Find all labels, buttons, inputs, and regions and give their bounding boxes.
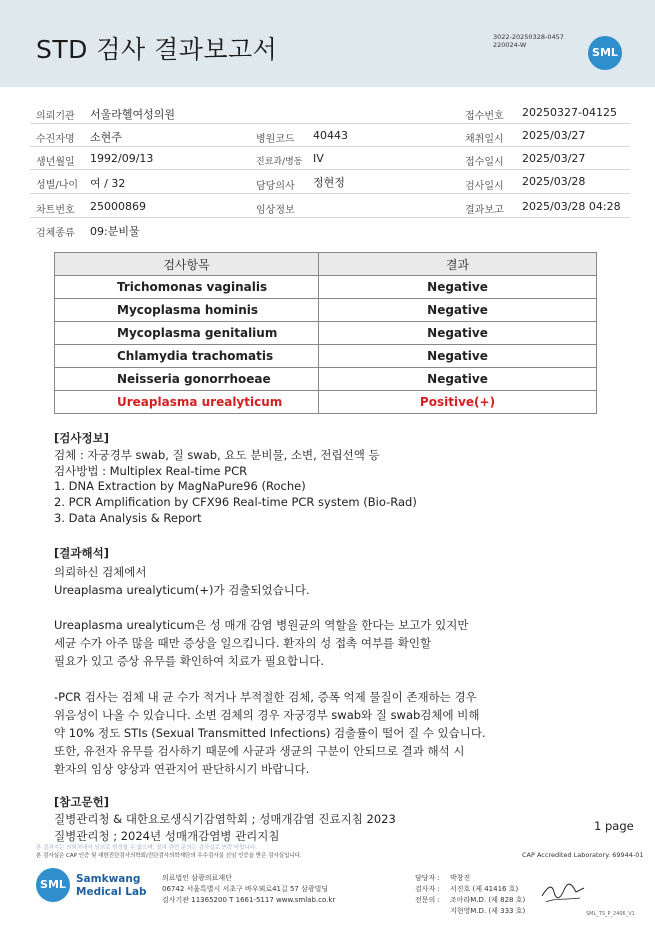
interpretation-line: 환자의 임상 양상과 연관지어 판단하시기 바랍니다. (54, 762, 310, 776)
footer-contact: 검사기관 11365200 T 1661-5117 www.smlab.co.kr (162, 896, 336, 904)
interpretation-line: 의뢰하신 검체에서 (54, 565, 147, 579)
ward-code-label: 병원코드 (256, 134, 295, 145)
staff1-label: 담당자 : (415, 874, 440, 882)
test-item: Neisseria gonorrhoeae (55, 368, 319, 391)
lab-name-line2: Medical Lab (76, 886, 147, 898)
institution-label: 의뢰기관 (36, 111, 75, 122)
staff4-value: 지현영M.D. (제 333 호) (450, 907, 526, 915)
footer-sml-logo: SML (36, 868, 70, 902)
patient-value: 소현주 (90, 131, 122, 144)
footnote-accreditation: 본 검사실은 CAP 인증 및 대한진단검사의학회/진단검사의학재단의 우수검사실 신임 인증을 받은 검사실입니다. (36, 853, 302, 859)
test-date-label: 검사일시 (465, 181, 504, 192)
test-info-line: 검체 : 자궁경부 swab, 질 swab, 요도 분비물, 소변, 전립선액 등 (54, 448, 380, 462)
test-result-positive: Positive(+) (319, 391, 597, 414)
interpretation-line: 필요가 있고 증상 유무를 확인하여 치료가 필요합니다. (54, 654, 324, 668)
interpretation-line: -PCR 검사는 검체 내 균 수가 적거나 부적절한 검체, 증폭 억제 물질이 존재하는 경우 (54, 690, 477, 704)
report-code: 3022-20250328-0457 (493, 33, 564, 41)
interpretation-line: 세균 수가 아주 많을 때만 증상을 일으킵니다. 환자의 성 접촉 여부를 확인할 (54, 636, 432, 650)
test-item: Chlamydia trachomatis (55, 345, 319, 368)
report-date-label: 결과보고 (465, 205, 504, 216)
doctor-label: 담당의사 (256, 181, 295, 192)
specimen-label: 검체종류 (36, 228, 75, 239)
staff2-label: 검사자 : (415, 885, 440, 893)
reference-line: 질병관리청 & 대한요로생식기감염학회 ; 성매개감염 진료지침 2023 (54, 812, 396, 826)
specimen-value: 09:분비물 (90, 225, 140, 238)
interpretation-line: 위음성이 나올 수 있습니다. 소변 검체의 경우 자궁경부 swab와 질 swab검체에 비해 (54, 708, 480, 722)
col-item-header: 검사항목 (55, 253, 319, 276)
table-row (55, 368, 597, 391)
cap-accreditation: CAP Accredited Laboratory. 69944-01 (522, 851, 644, 859)
col-result-header: 결과 (319, 253, 597, 276)
interpretation-heading: [결과해석] (54, 546, 109, 560)
divider (30, 146, 630, 147)
ward-code-value: 40443 (313, 129, 348, 142)
sex-age-label: 성별/나이 (36, 180, 79, 191)
chart-no-label: 차트번호 (36, 205, 75, 216)
table-header-row (55, 253, 597, 276)
test-result: Negative (319, 322, 597, 345)
birth-label: 생년월일 (36, 157, 75, 168)
interpretation-line: Ureaplasma urealyticum(+)가 검출되었습니다. (54, 583, 310, 597)
sml-logo: SML (588, 36, 622, 70)
collect-date-label: 채취일시 (465, 134, 504, 145)
test-result: Negative (319, 368, 597, 391)
receipt-no-value: 20250327-04125 (522, 106, 617, 119)
signature-icon (540, 880, 586, 906)
table-row-positive (55, 391, 597, 414)
report-title: STD 검사 결과보고서 (36, 35, 278, 64)
interpretation-line: Ureaplasma urealyticum은 성 매개 감염 병원균의 역할을 한다는 보고가 있지만 (54, 618, 469, 632)
reference-line: 질병관리청 ; 2024년 성매개감염병 관리지침 (54, 829, 280, 843)
test-info-line: 2. PCR Amplification by CFX96 Real-time PCR system (Bio-Rad) (54, 495, 417, 509)
sex-age-value: 여 / 32 (90, 177, 126, 190)
test-result: Negative (319, 299, 597, 322)
dept-value: IV (313, 152, 324, 165)
institution-value: 서울라헬여성의원 (90, 108, 176, 121)
birth-value: 1992/09/13 (90, 152, 154, 165)
test-item: Mycoplasma genitalium (55, 322, 319, 345)
receive-date-value: 2025/03/27 (522, 152, 586, 165)
test-item: Ureaplasma urealyticum (55, 391, 319, 414)
divider (30, 217, 630, 218)
test-info-heading: [검사정보] (54, 431, 109, 445)
footer-address: 06742 서울특별시 서초구 바우뫼로41길 57 삼광빌딩 (162, 885, 329, 893)
test-info-line: 3. Data Analysis & Report (54, 511, 202, 525)
page-number: 1 page (594, 819, 634, 833)
report-header (0, 0, 655, 87)
lab-name-line1: Samkwang (76, 873, 141, 885)
interpretation-line: 약 10% 정도 STIs (Sexual Transmitted Infections) 검출률이 떨어 질 수 있습니다. (54, 726, 486, 740)
footer-org: 의료법인 삼광의료재단 (162, 874, 232, 882)
chart-no-value: 25000869 (90, 200, 146, 213)
references-heading: [참고문헌] (54, 795, 109, 809)
divider (30, 193, 630, 194)
form-code: SML_TS_P_2406_V1 (586, 911, 635, 917)
staff2-value: 서진호 (제 41416 호) (450, 885, 519, 893)
table-row (55, 276, 597, 299)
results-table (54, 252, 597, 414)
test-item: Trichomonas vaginalis (55, 276, 319, 299)
collect-date-value: 2025/03/27 (522, 129, 586, 142)
patient-label: 수진자명 (36, 134, 75, 145)
table-row (55, 299, 597, 322)
test-info-line: 검사방법 : Multiplex Real-time PCR (54, 464, 248, 478)
divider (30, 169, 630, 170)
test-item: Mycoplasma hominis (55, 299, 319, 322)
table-row (55, 322, 597, 345)
test-result: Negative (319, 345, 597, 368)
table-row (55, 345, 597, 368)
doctor-value: 정현정 (313, 176, 345, 189)
test-result: Negative (319, 276, 597, 299)
staff3-label: 전문의 : (415, 896, 440, 904)
test-info-line: 1. DNA Extraction by MagNaPure96 (Roche) (54, 479, 306, 493)
interpretation-line: 또한, 유전자 유무를 검사하기 때문에 사균과 생균의 구분이 안되므로 결과 해석 시 (54, 744, 465, 758)
staff1-value: 박창진 (450, 874, 471, 882)
dept-label: 진료과/병동 (256, 157, 303, 167)
clinical-label: 임상정보 (256, 205, 295, 216)
receive-date-label: 접수일시 (465, 157, 504, 168)
report-date-value: 2025/03/28 04:28 (522, 200, 621, 213)
test-date-value: 2025/03/28 (522, 175, 586, 188)
staff3-value: 조아라M.D. (제 828 호) (450, 896, 526, 904)
report-subcode: 220024-W (493, 41, 527, 49)
divider (30, 123, 630, 124)
receipt-no-label: 접수번호 (465, 111, 504, 122)
footnote-notice: 본 결과지는 의뢰처에서 임의로 변경할 수 없으며, 결과 관련 문의는 검사실로 연락 바랍니다. (36, 845, 258, 851)
